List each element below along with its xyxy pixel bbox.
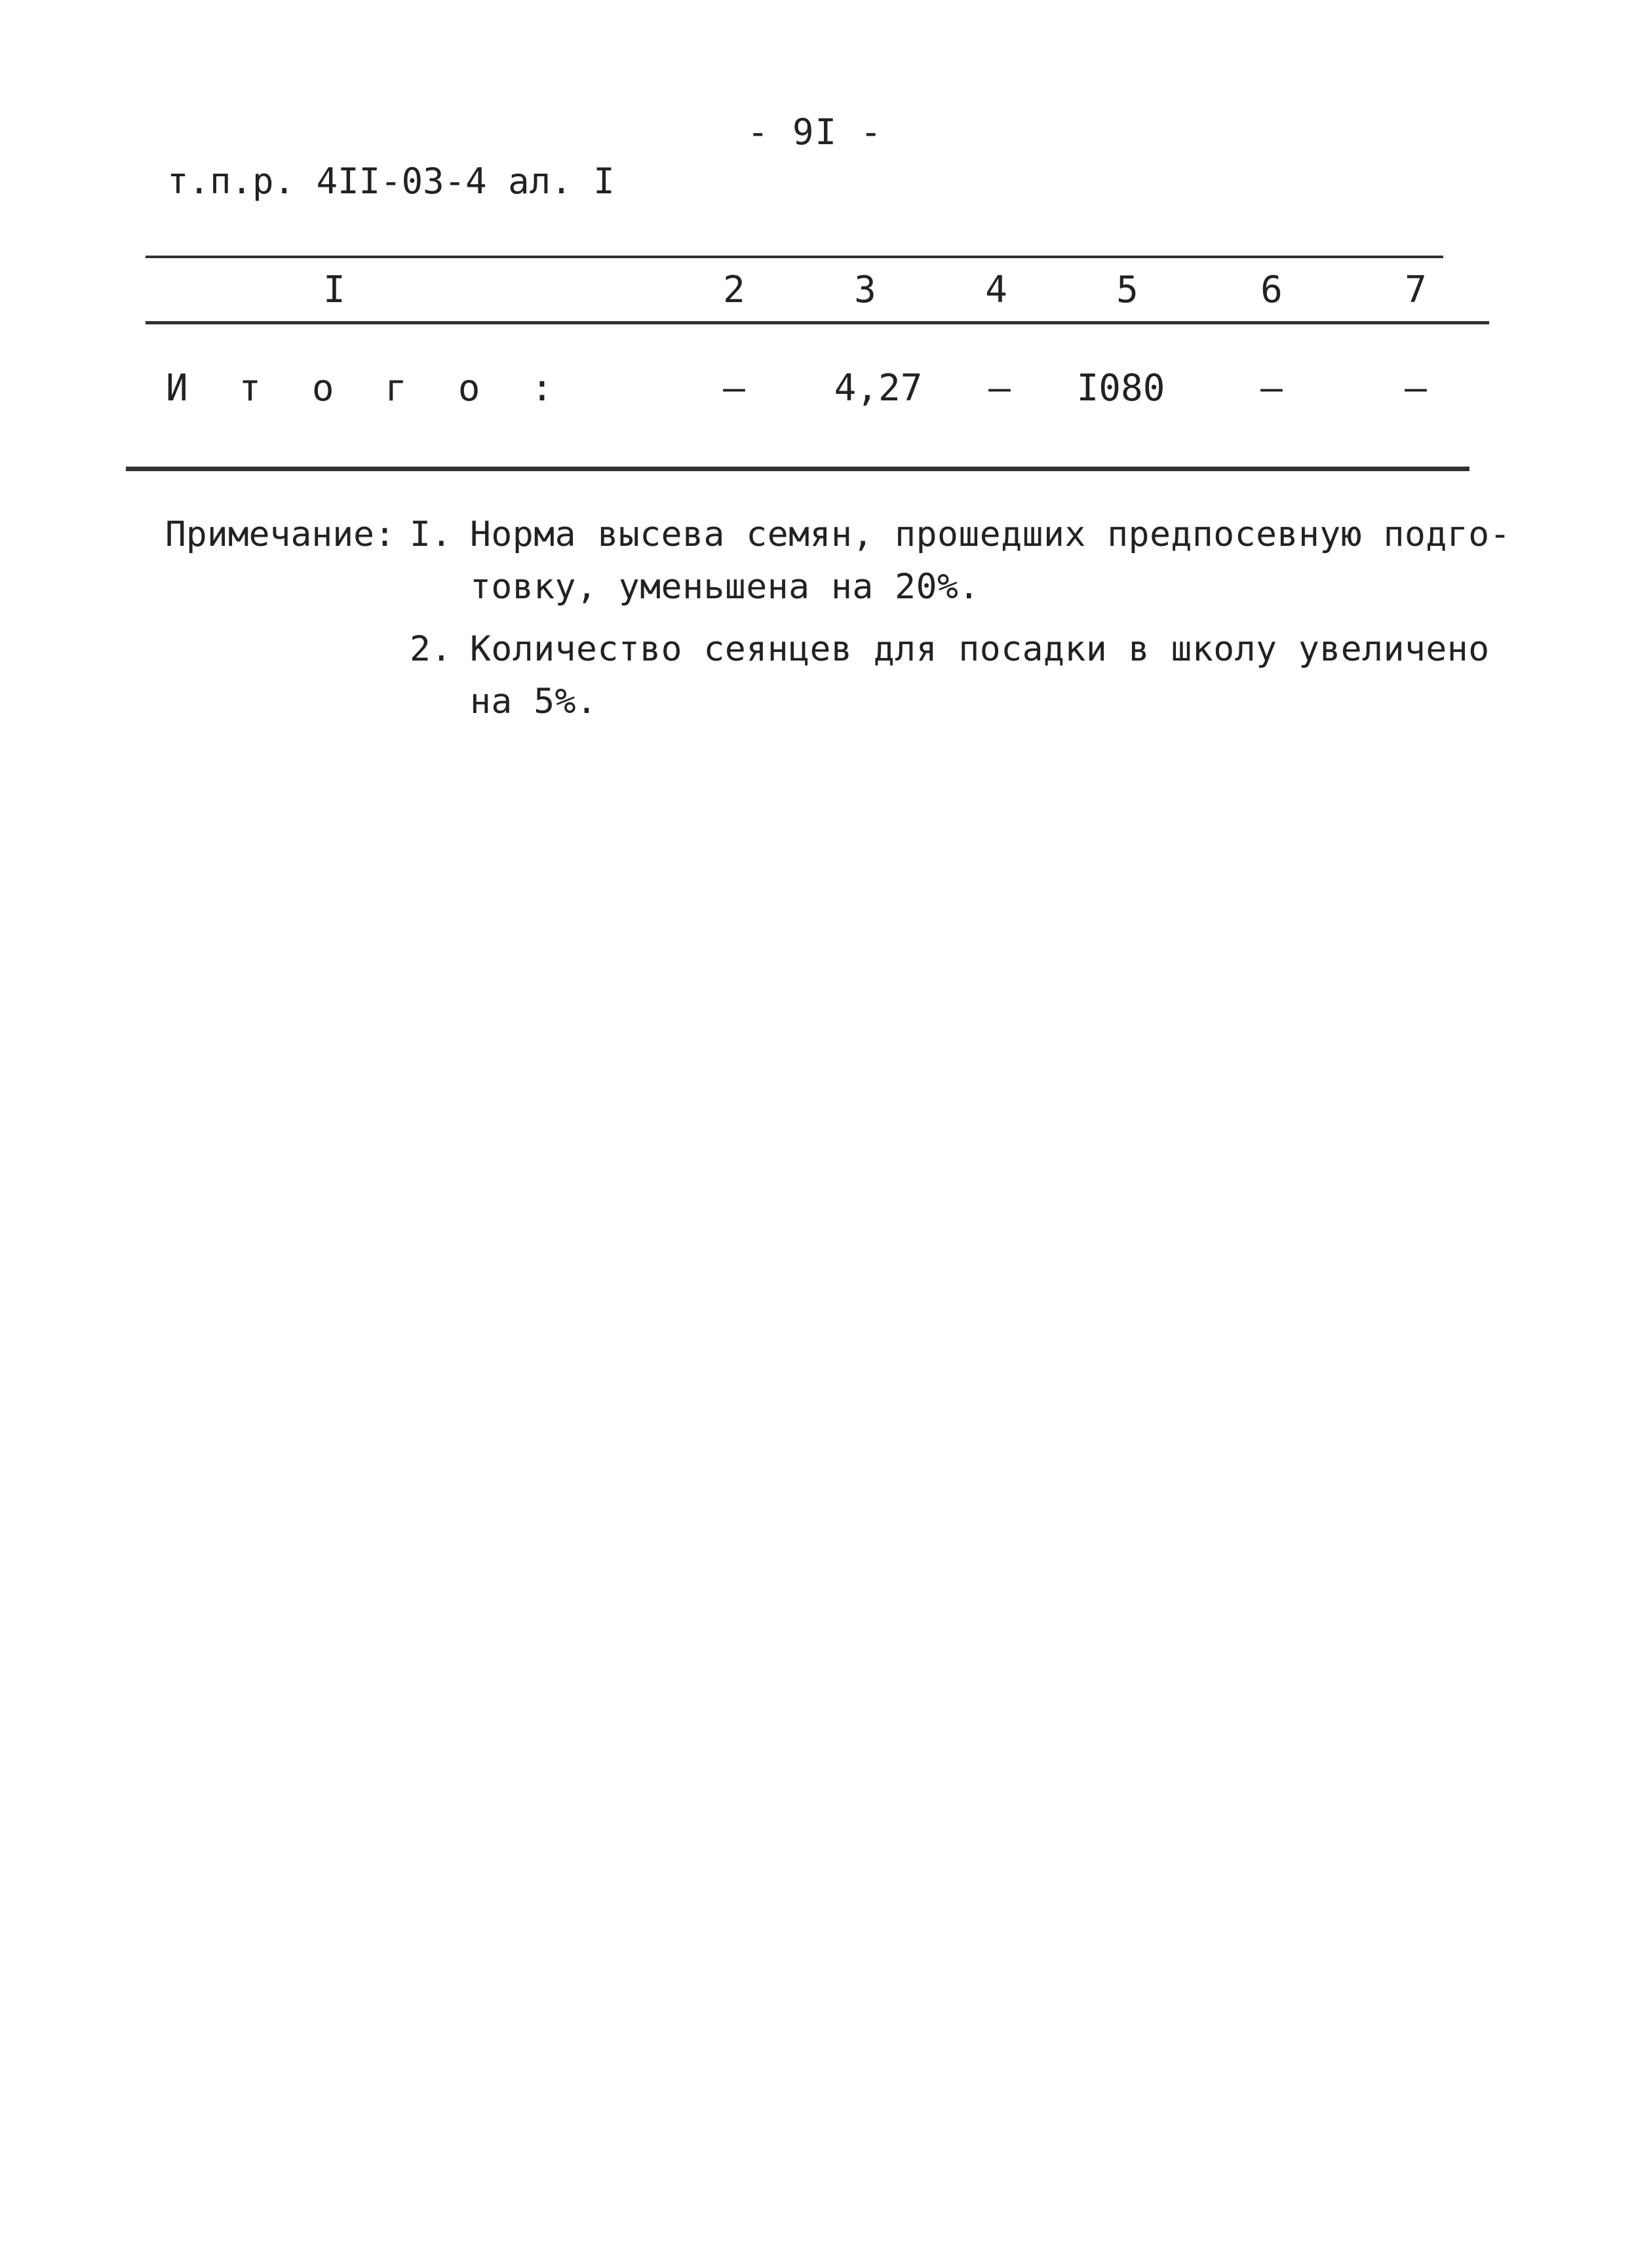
note-1-number: I. xyxy=(410,514,452,554)
column-header-5: 5 xyxy=(1116,269,1138,311)
total-row-label: И т о г о : xyxy=(166,367,568,410)
table-bottom-rule xyxy=(126,467,1469,471)
total-cell-col5: I080 xyxy=(1076,367,1165,410)
total-cell-col2: – xyxy=(723,367,745,410)
notes-label: Примечание: xyxy=(165,514,395,554)
column-header-3: 3 xyxy=(854,269,876,311)
table-top-rule xyxy=(146,256,1443,258)
column-header-1: I xyxy=(323,269,345,311)
total-cell-col6: – xyxy=(1260,367,1283,410)
note-2-line-1: Количество сеянцев для посадки в школу увеличено xyxy=(470,629,1490,669)
note-1-line-1: Норма высева семян, прошедших предпосевную подго- xyxy=(470,514,1511,554)
column-header-2: 2 xyxy=(723,269,745,311)
note-1-line-2: товку, уменьшена на 20%. xyxy=(470,567,980,607)
note-2-number: 2. xyxy=(410,629,452,669)
column-header-6: 6 xyxy=(1260,269,1283,311)
note-2-line-2: на 5%. xyxy=(470,682,598,721)
total-cell-col3: 4,27 xyxy=(834,367,923,410)
document-reference: т.п.р. 4II-03-4 ал. I xyxy=(167,161,615,202)
table-header-rule xyxy=(146,321,1489,324)
page-number: - 9I - xyxy=(747,111,884,153)
column-header-7: 7 xyxy=(1405,269,1427,311)
column-header-4: 4 xyxy=(985,269,1007,311)
total-cell-col7: – xyxy=(1405,367,1427,410)
total-cell-col4: – xyxy=(988,367,1011,410)
